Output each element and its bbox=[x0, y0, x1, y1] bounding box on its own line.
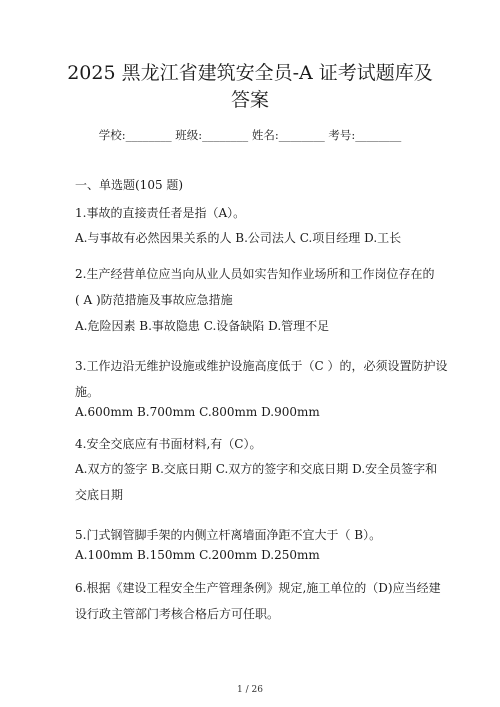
question-5-options: A.100mm B.150mm C.200mm D.250mm bbox=[75, 548, 320, 562]
document-title-line1: 2025 黑龙江省建筑安全员-A 证考试题库及 bbox=[67, 62, 433, 84]
page-number: 1 / 26 bbox=[237, 685, 263, 695]
question-6-stem-line2: 设行政主管部门考核合格后方可任职。 bbox=[75, 607, 280, 621]
question-2-options: A.危险因素 B.事故隐患 C.设备缺陷 D.管理不足 bbox=[75, 319, 330, 333]
section-heading: 一、单选题(105 题) bbox=[75, 178, 184, 192]
question-6-stem-line1: 6.根据《建设工程安全生产管理条例》规定,施工单位的（D)应当经建 bbox=[75, 581, 441, 595]
student-info-line: 学校:________ 班级:________ 姓名:________ 考号:________ bbox=[98, 128, 402, 142]
question-4-options-line1: A.双方的签字 B.交底日期 C.双方的签字和交底日期 D.安全员签字和 bbox=[75, 462, 438, 476]
question-5-stem: 5.门式钢管脚手架的内侧立杆离墙面净距不宜大于（ B）。 bbox=[75, 528, 382, 542]
question-1-options: A.与事故有必然因果关系的人 B.公司法人 C.项目经理 D.工长 bbox=[75, 231, 402, 245]
question-3-stem-line2: 施。 bbox=[75, 385, 100, 399]
question-2-stem-line2: ( A )防范措施及事故应急措施 bbox=[75, 293, 233, 307]
question-2-stem-line1: 2.生产经营单位应当向从业人员如实告知作业场所和工作岗位存在的 bbox=[75, 267, 435, 281]
question-4-options-line2: 交底日期 bbox=[75, 488, 124, 502]
question-1-stem: 1.事故的直接责任者是指（A）。 bbox=[75, 206, 246, 220]
question-3-options: A.600mm B.700mm C.800mm D.900mm bbox=[75, 405, 320, 419]
question-3-stem-line1: 3.工作边沿无维护设施或维护设施高度低于（C ）的，必须设置防护设 bbox=[75, 359, 448, 373]
document-title-line2: 答案 bbox=[230, 89, 269, 111]
question-4-stem: 4.安全交底应有书面材料,有（C）。 bbox=[75, 437, 262, 451]
